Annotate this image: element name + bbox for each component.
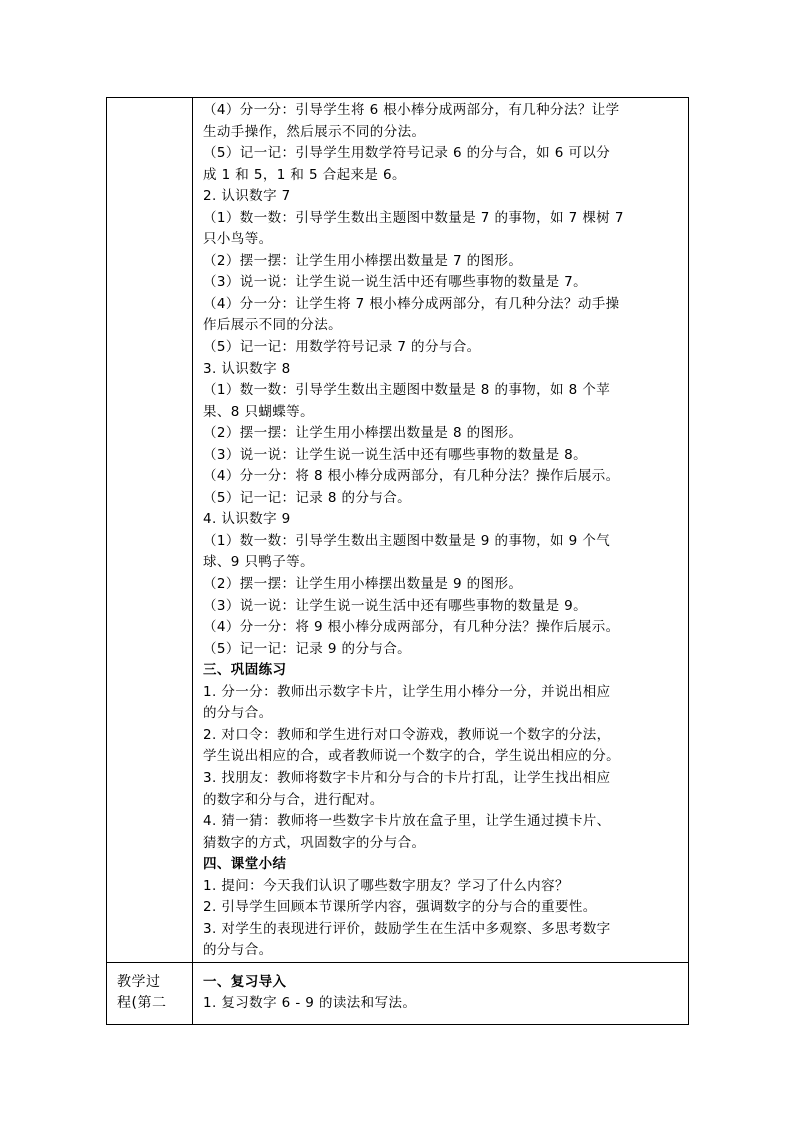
text-line: 1. 提问：今天我们认识了哪些数字朋友？学习了什么内容？ xyxy=(203,877,569,894)
text-line: （1）数一数：引导学生数出主题图中数量是 7 的事物，如 7 棵树 7 xyxy=(203,209,624,226)
text-line: 4. 猜一猜：教师将一些数字卡片放在盒子里，让学生通过摸卡片、 xyxy=(203,813,611,830)
section-heading: 一、复习导入 xyxy=(203,973,287,990)
text-line: （1）数一数：引导学生数出主题图中数量是 8 的事物，如 8 个苹 xyxy=(203,382,611,399)
text-line: （3）说一说：让学生说一说生活中还有哪些事物的数量是 9。 xyxy=(203,597,588,614)
text-line: 成 1 和 5，1 和 5 合起来是 6。 xyxy=(203,166,406,183)
text-line: （2）摆一摆：让学生用小棒摆出数量是 9 的图形。 xyxy=(203,576,523,593)
text-line: （2）摆一摆：让学生用小棒摆出数量是 7 的图形。 xyxy=(203,252,523,269)
text-line: （5）记一记：用数学符号记录 7 的分与合。 xyxy=(203,339,481,356)
text-line: 作后展示不同的分法。 xyxy=(203,317,342,334)
text-line: （4）分一分：引导学生将 6 根小棒分成两部分，有几种分法？让学 xyxy=(203,102,620,118)
text-line: 3. 找朋友：教师将数字卡片和分与合的卡片打乱，让学生找出相应 xyxy=(203,769,611,786)
text-line: （3）说一说：让学生说一说生活中还有哪些事物的数量是 7。 xyxy=(203,274,588,291)
text-line: （5）记一记：记录 8 的分与合。 xyxy=(203,489,412,506)
text-line: 3. 对学生的表现进行评价，鼓励学生在生活中多观察、多思考数字 xyxy=(203,920,611,937)
text-line: （1）数一数：引导学生数出主题图中数量是 9 的事物，如 9 个气 xyxy=(203,532,611,549)
text-line: 1. 复习数字 6 - 9 的读法和写法。 xyxy=(203,995,417,1012)
text-line: （4）分一分：将 8 根小棒分成两部分，有几种分法？操作后展示。 xyxy=(203,468,620,485)
text-line: 2. 引导学生回顾本节课所学内容，强调数字的分与合的重要性。 xyxy=(203,899,597,916)
text-line: （5）记一记：记录 9 的分与合。 xyxy=(203,640,412,657)
text-line: 4. 认识数字 9 xyxy=(203,511,291,528)
text-line: 2. 认识数字 7 xyxy=(203,188,291,205)
text-line: 学生说出相应的合，或者教师说一个数字的合，学生说出相应的分。 xyxy=(203,748,620,765)
text-line: （5）记一记：引导学生用数学符号记录 6 的分与合，如 6 可以分 xyxy=(203,145,611,162)
text-line: 的分与合。 xyxy=(203,942,273,959)
text-line: （2）摆一摆：让学生用小棒摆出数量是 8 的图形。 xyxy=(203,425,523,442)
teaching-steps-content xyxy=(193,98,688,962)
section-label-line: 教学过 xyxy=(117,973,161,990)
section-heading: 四、课堂小结 xyxy=(203,856,287,873)
text-line: 3. 认识数字 8 xyxy=(203,360,291,377)
text-line: （4）分一分：让学生将 7 根小棒分成两部分，有几种分法？动手操 xyxy=(203,295,620,312)
lesson-plan-table xyxy=(106,97,689,1025)
section-label-line: 程(第二 xyxy=(117,994,167,1011)
table-row xyxy=(107,98,689,963)
text-line: 球、9 只鸭子等。 xyxy=(203,554,314,571)
section-heading: 三、巩固练习 xyxy=(203,662,287,679)
section-label xyxy=(107,963,192,1014)
row-content-cell xyxy=(193,962,689,1024)
row-label-cell xyxy=(107,98,193,963)
text-line: 的数字和分与合，进行配对。 xyxy=(203,791,384,808)
text-line: 生动手操作，然后展示不同的分法。 xyxy=(203,123,426,140)
text-line: （3）说一说：让学生说一说生活中还有哪些事物的数量是 8。 xyxy=(203,446,588,463)
text-line: （4）分一分：将 9 根小棒分成两部分，有几种分法？操作后展示。 xyxy=(203,619,620,636)
text-line: 的分与合。 xyxy=(203,705,273,722)
row-content-cell xyxy=(193,98,689,963)
text-line: 猜数字的方式，巩固数字的分与合。 xyxy=(203,834,426,851)
text-line: 1. 分一分：教师出示数字卡片，让学生用小棒分一分，并说出相应 xyxy=(203,683,611,700)
row-label-cell xyxy=(107,962,193,1024)
teaching-steps-content xyxy=(193,963,688,1015)
text-line: 2. 对口令：教师和学生进行对口令游戏，教师说一个数字的分法， xyxy=(203,726,611,743)
text-line: 只小鸟等。 xyxy=(203,231,273,248)
text-line: 果、8 只蝴蝶等。 xyxy=(203,403,314,420)
table-row xyxy=(107,962,689,1024)
